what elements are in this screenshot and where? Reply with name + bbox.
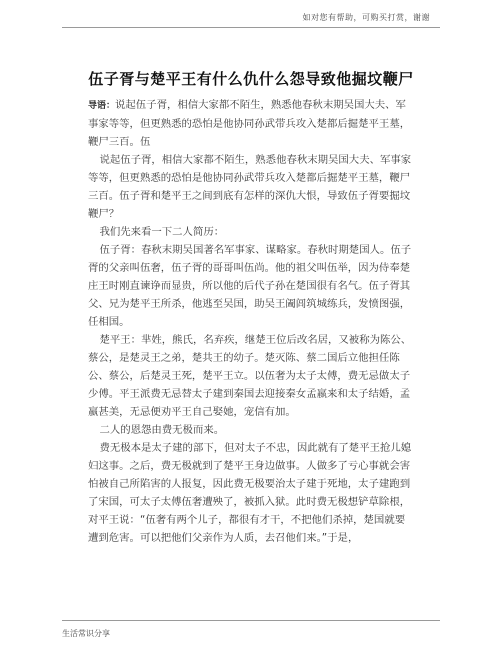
document-body	[88, 96, 414, 547]
body-paragraph: 我们先来看一下二人简历：	[99, 226, 225, 238]
lead-text: 说起伍子胥，相信大家都不陌生，熟悉他春秋末期吴国大夫、军事家等等，但更熟悉的恐怕是他协同孙武带兵攻入楚都后掘楚平王墓，鞭尸三百。伍	[88, 99, 411, 148]
header-note: 如对您有帮助，可购买打赏，谢谢	[302, 13, 430, 22]
body-paragraph: 费无极本是太子建的部下，但对太子不忠，因此就有了楚平王抢儿媳妇这事。之后，费无极就到了楚平王身边做事。人做多了亏心事就会害怕被自己所陷害的人报复，因此费无极要治太子建于死地，太子建跑到了宋国，可太子太傅伍奢遭殃了，被抓入狱。此时费无极想铲草除根，对平王说：“伍奢有两个儿子，都很有才干，不把他们杀掉，楚国就要遭到危害。可以把他们父亲作为人质，去召他们来。”于是，	[88, 442, 412, 544]
header-divider	[62, 27, 440, 28]
body-paragraph: 说起伍子胥，相信大家都不陌生，熟悉他春秋末期吴国大夫、军事家等等，但更熟悉的恐怕是他协同孙武带兵攻入楚都后掘楚平王墓，鞭尸三百。伍子胥和楚平王之间到底有怎样的深仇大恨，导致伍子胥要掘坟鞭尸？	[88, 154, 412, 220]
footer-note: 生活常识分享	[62, 629, 110, 638]
document-title: 伍子胥与楚平王有什么仇什么怨导致他掘坟鞭尸	[88, 70, 414, 89]
body-paragraph: 伍子胥：春秋末期吴国著名军事家、谋略家。春秋时期楚国人。伍子胥的父亲叫伍奢，伍子胥的哥哥叫伍尚。他的祖父叫伍举，因为侍奉楚庄王时刚直谏诤而显贵，所以他的后代子孙在楚国很有名气。伍子胥其父、兄为楚平王所杀，他逃至吴国，助吴王阖闾筑城练兵，发愤图强，任相国。	[88, 244, 412, 328]
body-paragraph: 二人的恩怨由费无极而来。	[99, 424, 225, 436]
lead-paragraph	[88, 96, 414, 151]
lead-label: 导语：	[88, 101, 116, 111]
body-paragraph: 楚平王：芈姓，熊氏，名弃疾，继楚王位后改名居，又被称为陈公、蔡公，是楚灵王之弟，楚共王的幼子。楚灭陈、蔡二国后立他担任陈公、蔡公，后楚灵王死，楚平王立。以伍奢为太子太傅，费无忌做太子少傅。平王派费无忌替太子建到秦国去迎接秦女孟嬴来和太子结婚，孟嬴甚美，无忌便劝平王自己娶她，宠信有加。	[88, 334, 412, 418]
footer-divider	[62, 620, 440, 621]
